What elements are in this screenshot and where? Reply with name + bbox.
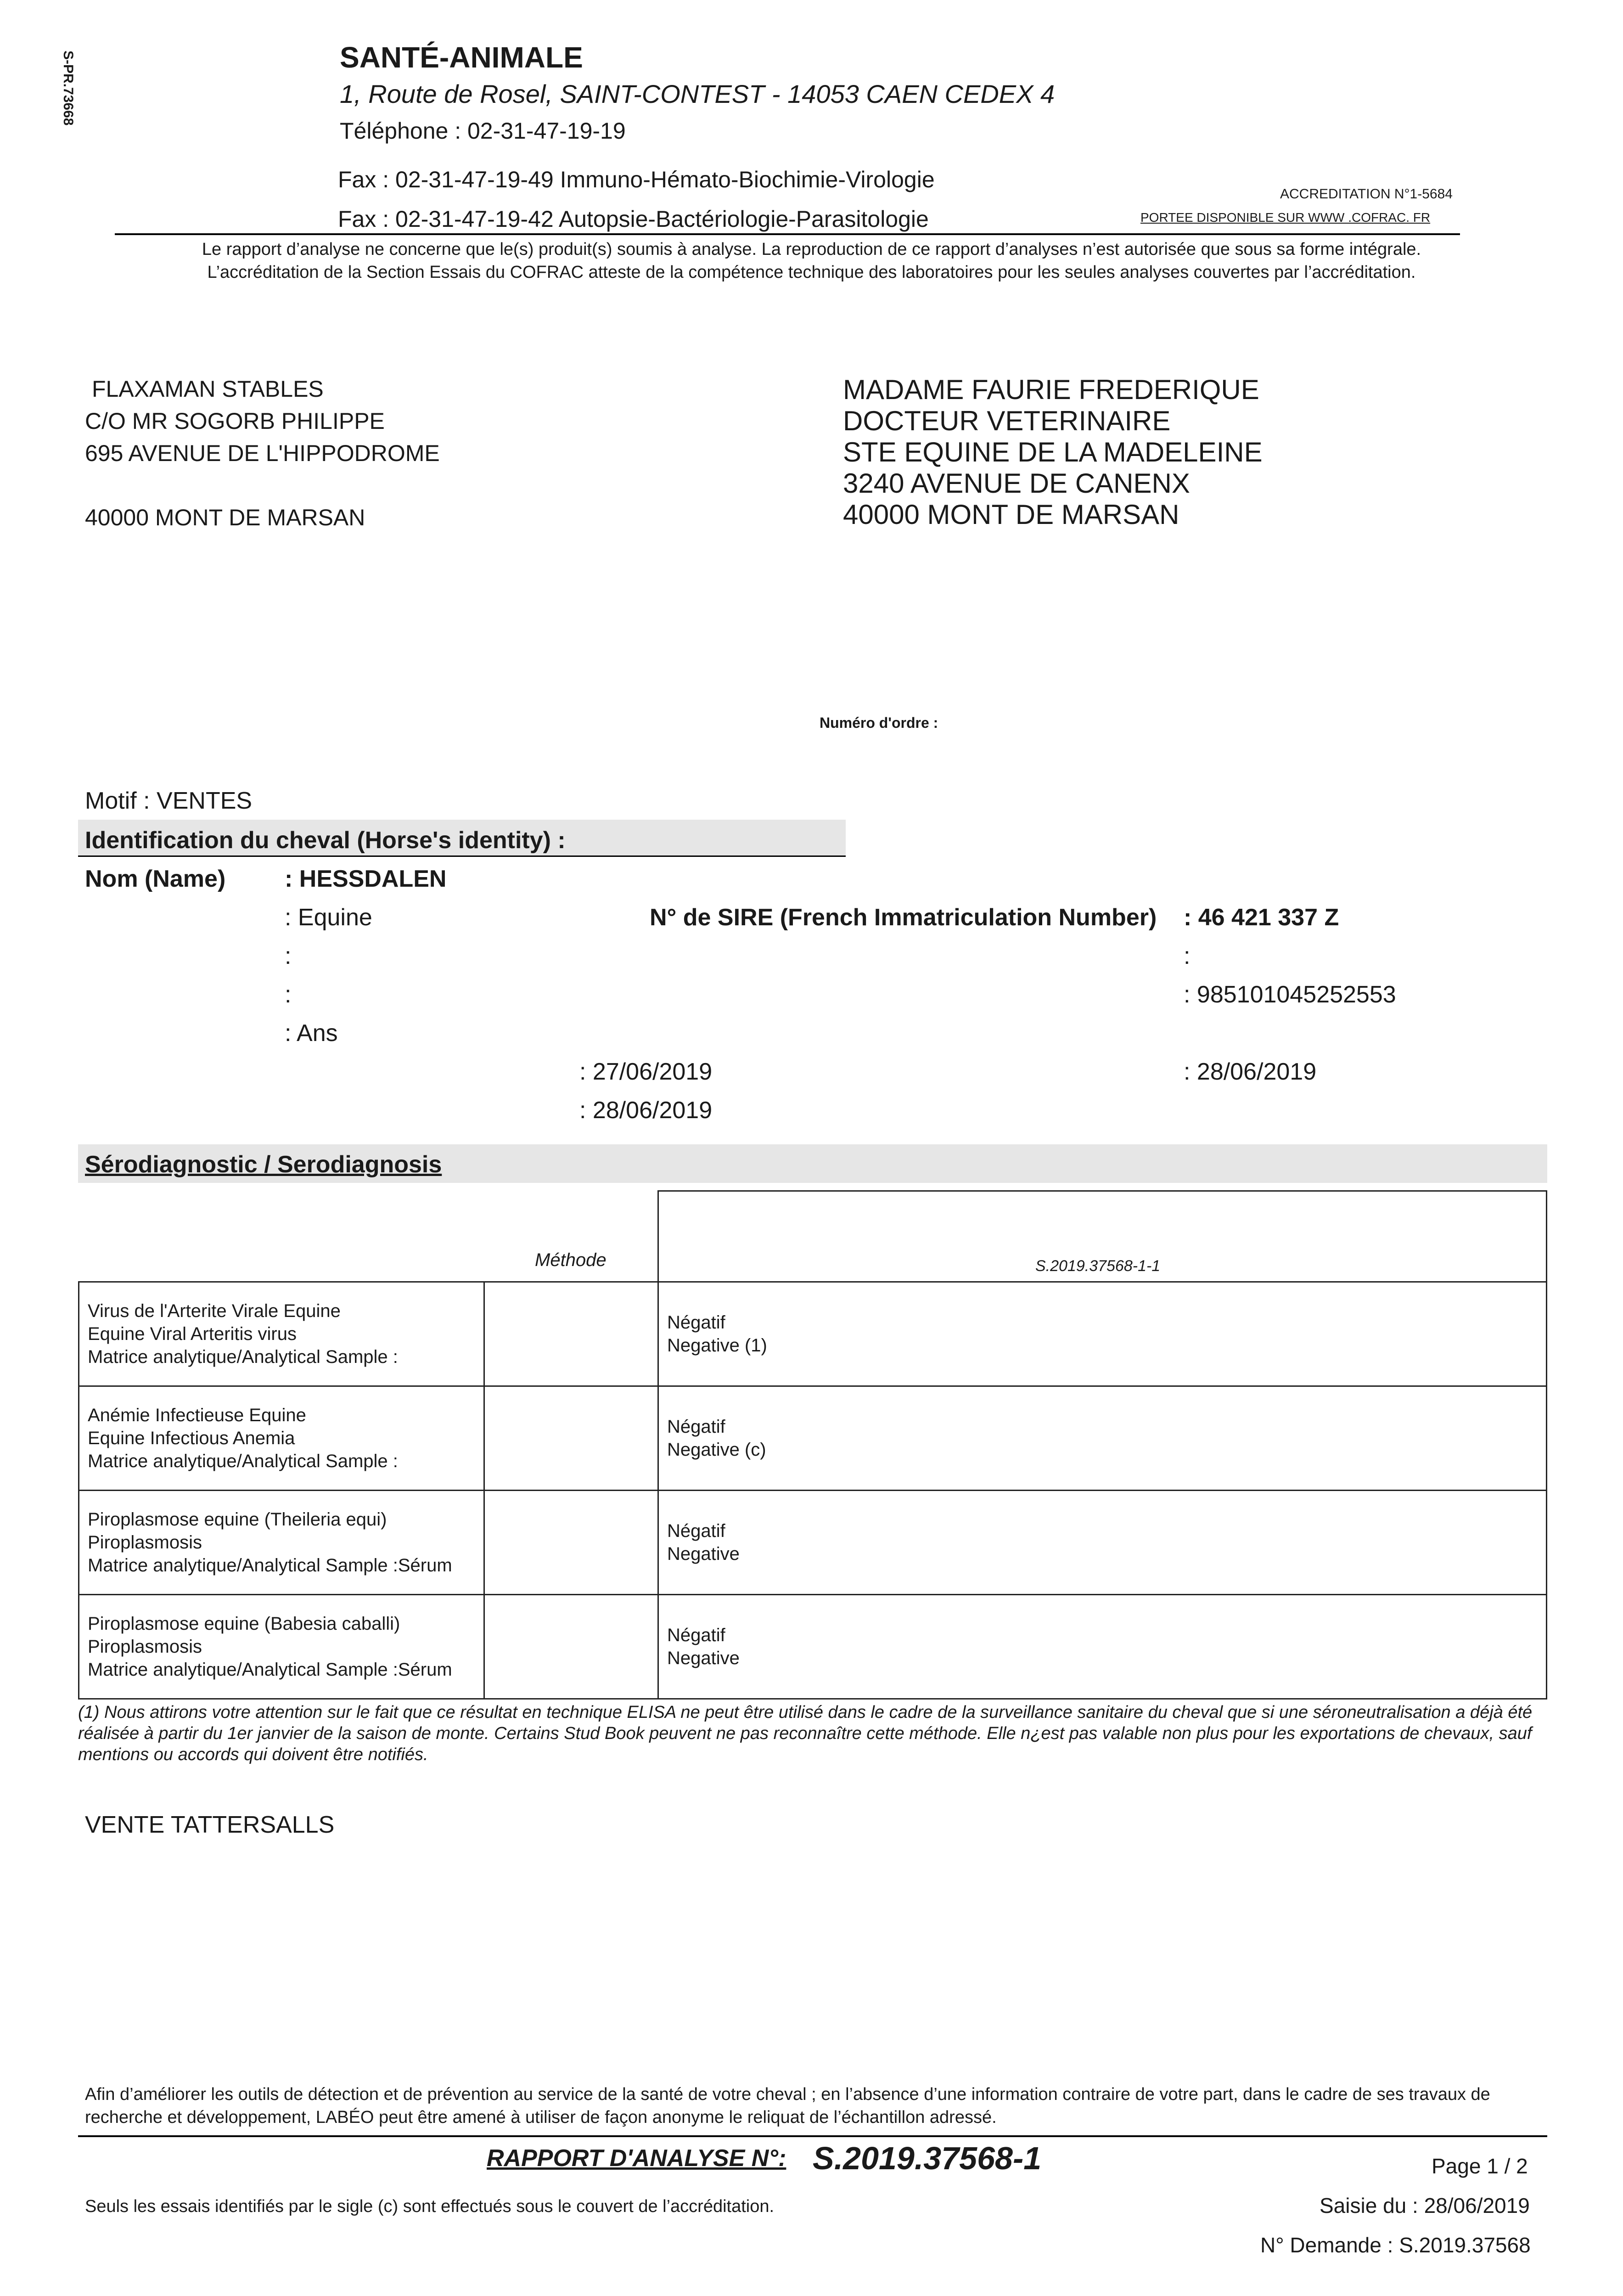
footer-info: Afin d’améliorer les outils de détection et de prévention au service de la santé de votre cheval ; en l’absence d’une information contraire de votre part, dans le cadre de ses travaux de recherche et développement, LABÉO peut être amené à utiliser de façon anonyme le reliquat de l’échantillon adressé. (85, 2085, 1490, 2127)
sample-id-header: S.2019.37568-1-1 (1035, 1257, 1161, 1275)
analysis-sample: Matrice analytique/Analytical Sample : (88, 1451, 398, 1471)
analysis-name-en: Piroplasmosis (88, 1637, 202, 1657)
result-en: Negative (667, 1544, 740, 1564)
analysis-sample: Matrice analytique/Analytical Sample : (88, 1347, 398, 1367)
vet-line-4: 3240 AVENUE DE CANENX (843, 468, 1190, 499)
comment: VENTE TATTERSALLS (85, 1812, 335, 1838)
result-fr: Négatif (667, 1625, 725, 1645)
analysis-name-fr: Virus de l'Arterite Virale Equine (88, 1301, 341, 1321)
analysis-cell (79, 1491, 484, 1595)
method-cell (484, 1386, 658, 1491)
date-1: : 27/06/2019 (579, 1058, 713, 1085)
demande-number: N° Demande : S.2019.37568 (1260, 2233, 1531, 2257)
lab-fax-2: Fax : 02-31-47-19-42 Autopsie-Bactériologie-Parasitologie (338, 206, 929, 232)
accreditation-number: ACCREDITATION N°1-5684 (1280, 186, 1453, 202)
analysis-cell (79, 1282, 484, 1386)
owner-line-4: 40000 MONT DE MARSAN (85, 505, 365, 530)
elisa-note: (1) Nous attirons votre attention sur le fait que ce résultat en technique ELISA ne peut être utilisé dans le cadre de la surveillance sanitaire du cheval que si une séroneutralisation a déjà été réalisée à partir du 1er janvier de la saison de monte. Certains Stud Book peuvent ne pas reconnaître cette méthode. Elle n¿est pas valable non plus pour les exportations de chevaux, sauf mentions ou accords qui doivent être notifiés. (78, 1703, 1533, 1764)
method-cell (484, 1282, 658, 1386)
vet-line-3: STE EQUINE DE LA MADELEINE (843, 437, 1263, 467)
analysis-sample: Matrice analytique/Analytical Sample :Sérum (88, 1660, 452, 1680)
identification-title: Identification du cheval (Horse's identity) : (85, 827, 566, 854)
blank-left-2: : (285, 981, 292, 1008)
motif: Motif : VENTES (85, 788, 253, 814)
analysis-name-en: Equine Viral Arteritis virus (88, 1324, 297, 1344)
analysis-cell (79, 1386, 484, 1491)
table-row (79, 1386, 1547, 1491)
chip-number: : 985101045252553 (1184, 981, 1396, 1008)
sire-value: : 46 421 337 Z (1184, 904, 1339, 931)
result-fr: Négatif (667, 1312, 725, 1333)
header-divider (115, 233, 1460, 235)
table-row (79, 1595, 1547, 1699)
disclaimer-line-1: Le rapport d’analyse ne concerne que le(s) produit(s) soumis à analyse. La reproduction de ce rapport d’analyses n’est autorisée que sous sa forme intégrale. (202, 240, 1421, 259)
analysis-name-en: Piroplasmosis (88, 1532, 202, 1553)
horse-name-value: : HESSDALEN (285, 866, 447, 892)
result-en: Negative (c) (667, 1440, 766, 1460)
horse-name-label: Nom (Name) (85, 866, 226, 892)
table-row (79, 1491, 1547, 1595)
result-cell (658, 1491, 1547, 1595)
rapport-number: S.2019.37568-1 (813, 2140, 1042, 2176)
identification-underline (78, 855, 846, 857)
page-number: Page 1 / 2 (1432, 2154, 1528, 2178)
accreditation-note: Seuls les essais identifiés par le sigle (c) sont effectués sous le couvert de l’accréditation. (85, 2197, 775, 2216)
result-fr: Négatif (667, 1417, 725, 1437)
result-cell (658, 1386, 1547, 1491)
blank-right-1: : (1184, 943, 1191, 969)
results-table (78, 1281, 1547, 1699)
result-cell (658, 1282, 1547, 1386)
owner-line-2: C/O MR SOGORB PHILIPPE (85, 408, 385, 434)
result-en: Negative (1) (667, 1335, 767, 1356)
analysis-name-fr: Piroplasmose equine (Babesia caballi) (88, 1614, 400, 1634)
saisie-date: Saisie du : 28/06/2019 (1320, 2194, 1530, 2217)
result-en: Negative (667, 1648, 740, 1668)
disclaimer-line-2: L’accréditation de la Section Essais du COFRAC atteste de la compétence technique des laboratoires pour les seules analyses couvertes par l’accréditation. (207, 263, 1416, 282)
lab-fax-1: Fax : 02-31-47-19-49 Immuno-Hémato-Biochimie-Virologie (338, 167, 935, 192)
rapport-label: RAPPORT D'ANALYSE N°: (487, 2145, 786, 2172)
date-right: : 28/06/2019 (1184, 1058, 1317, 1085)
result-cell (658, 1595, 1547, 1699)
date-2: : 28/06/2019 (579, 1097, 713, 1124)
lab-name: SANTÉ-ANIMALE (340, 41, 583, 74)
vet-line-2: DOCTEUR VETERINAIRE (843, 405, 1171, 436)
horse-species: : Equine (285, 904, 372, 931)
horse-age: : Ans (285, 1020, 338, 1047)
method-cell (484, 1491, 658, 1595)
blank-left-1: : (285, 943, 292, 969)
analysis-name-fr: Anémie Infectieuse Equine (88, 1405, 306, 1425)
footer-divider (78, 2135, 1547, 2137)
analysis-name-fr: Piroplasmose equine (Theileria equi) (88, 1509, 387, 1530)
accreditation-link[interactable]: PORTEE DISPONIBLE SUR WWW .COFRAC. FR (1140, 210, 1431, 225)
owner-line-1: FLAXAMAN STABLES (92, 376, 324, 402)
lab-phone: Téléphone : 02-31-47-19-19 (340, 118, 626, 144)
sire-label: N° de SIRE (French Immatriculation Number) (650, 904, 1157, 931)
vet-line-1: MADAME FAURIE FREDERIQUE (843, 374, 1259, 405)
method-header: Méthode (535, 1250, 607, 1270)
lab-address: 1, Route de Rosel, SAINT-CONTEST - 14053 CAEN CEDEX 4 (340, 79, 1055, 108)
serodiagnosis-title: Sérodiagnostic / Serodiagnosis (85, 1151, 442, 1178)
analysis-cell (79, 1595, 484, 1699)
analysis-sample: Matrice analytique/Analytical Sample :Sérum (88, 1555, 452, 1576)
vet-line-5: 40000 MONT DE MARSAN (843, 499, 1179, 530)
owner-line-3: 695 AVENUE DE L'HIPPODROME (85, 440, 440, 466)
method-cell (484, 1595, 658, 1699)
result-fr: Négatif (667, 1521, 725, 1541)
analysis-name-en: Equine Infectious Anemia (88, 1428, 295, 1448)
numero-ordre-label: Numéro d'ordre : (820, 715, 938, 731)
table-row (79, 1282, 1547, 1386)
side-reference: S-PR.73668 (61, 51, 76, 126)
